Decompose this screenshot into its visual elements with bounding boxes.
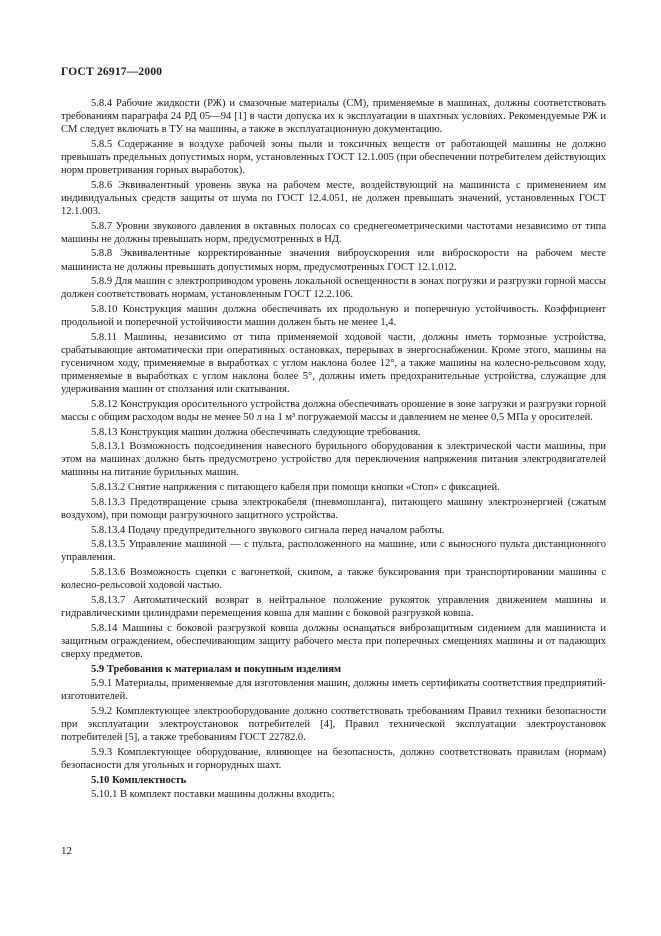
paragraph: 5.8.9 Для машин с электроприводом уровень локальной освещенности в зонах погрузки и разгрузки горной массы должен соответствовать нормам, установленным ГОСТ 12.2.106.	[61, 276, 606, 301]
paragraph: 5.8.4 Рабочие жидкости (РЖ) и смазочные материалы (СМ), применяемые в машинах, должны соответствовать требованиям параграфа 24 РД 05—94 [1] в части допуска их к эксплуатации в шахтных условиях. Рекомендуемые РЖ и СМ следует включать в ТУ на машины, а также в эксплуатационную документацию.	[61, 98, 606, 136]
paragraph: 5.8.10 Конструкция машин должна обеспечивать их продольную и поперечную устойчивость. Коэффициент продольной и поперечной устойчивости машин должен быть не менее 1,4.	[61, 303, 606, 329]
section-heading: 5.10 Комплектность	[91, 774, 187, 786]
paragraph: 5.8.7 Уровни звукового давления в октавных полосах со среднегеометрическими частотами независимо от типа машины не должны превышать норм, предусмотренных в НД.	[61, 220, 606, 245]
paragraph: 5.8.13.3 Предотвращение срыва электрокабеля (пневмошланга), питающего машину электроэнергией (сжатым воздухом), при помощи разгрузочного защитного устройства.	[61, 496, 606, 521]
paragraph: 5.8.13.4 Подачу предупредительного звукового сигнала перед началом работы.	[91, 524, 445, 536]
paragraph: 5.8.13.2 Снятие напряжения с питающего кабеля при помощи кнопки «Стоп» с фиксацией.	[91, 482, 500, 494]
paragraph: 5.9.3 Комплектующее оборудование, влияющее на безопасность, должно соответствовать правилам (нормам) безопасности для угольных и горнорудных шахт.	[61, 746, 606, 771]
paragraph: 5.8.12 Конструкция оросительного устройства должна обеспечивать орошение в зоне загрузки и разгрузки горной массы с общим расходом воды не менее 50 л на 1 м³ погружаемой массы и давлением не менее 0,5 МПа у оросителей.	[61, 398, 606, 423]
paragraph: 5.8.13 Конструкция машин должна обеспечивать следующие требования.	[91, 426, 421, 438]
paragraph: 5.8.13.6 Возможность сцепки с вагонеткой, скипом, а также буксирования при транспортировании машины с колесно-рельсовой ходовой частью.	[61, 567, 606, 592]
paragraph: 5.10.1 В комплект поставки машины должны входить:	[91, 789, 335, 801]
document-header: ГОСТ 26917—2000	[61, 66, 163, 78]
paragraph: 5.9.2 Комплектующее электрооборудование должно соответствовать требованиям Правил техники безопасности при эксплуатации электроустановок потребителей [4], Правил технической эксплуатации электроустановок потребителей [5], а также требованиям ГОСТ 22782.0.	[61, 706, 606, 744]
document-body	[61, 97, 606, 803]
paragraph: 5.8.8 Эквивалентные корректированные значения виброускорения или виброскорости на рабочем месте машиниста не должны превышать допустимых норм, предусмотренных ГОСТ 12.1.012.	[61, 248, 606, 273]
paragraph: 5.9.1 Материалы, применяемые для изготовления машин, должны иметь сертификаты соответствия предприятий-изготовителей.	[61, 678, 606, 703]
paragraph: 5.8.14 Машины с боковой разгрузкой ковша должны оснащаться виброзащитным сидением для машиниста и защитным ограждением, обеспечивающим защиту рабочего места при поперечных смещениях машины и от падающих сверху предметов.	[61, 622, 606, 660]
paragraph: 5.8.13.7 Автоматический возврат в нейтральное положение рукояток управления движением машины и гидравлическими цилиндрами перемещения ковша для машин с боковой разгрузкой ковша.	[61, 594, 606, 619]
page-number: 12	[61, 845, 72, 857]
paragraph: 5.8.6 Эквивалентный уровень звука на рабочем месте, воздействующий на машиниста с применением им индивидуальных средств защиты от шума по ГОСТ 12.4.051, не должен превышать значений, установленных ГОСТ 12.1.003.	[61, 179, 606, 217]
paragraph: 5.8.13.1 Возможность подсоединения навесного бурильного оборудования к электрической части машины, при этом на машинах должно быть предусмотрено устройство для переключения напряжения питания электродвигателей машины на питание бурильных машин.	[61, 441, 606, 479]
section-heading: 5.9 Требования к материалам и покупным изделиям	[91, 663, 342, 675]
paragraph: 5.8.11 Машины, независимо от типа применяемой ходовой части, должны иметь тормозные устройства, срабатывающие автоматически при оперативных остановках, перерывах в энергоснабжении. Кроме этого, машины на гусеничном ходу, применяемые в выработках с углом наклона более 12°, а также машины на колесно-рельсовом ходу, применяемые в выработках с углом наклона более 5°, должны иметь предохранительные устройства, служащие для удерживания машин от сползания или скатывания.	[61, 331, 606, 396]
paragraph: 5.8.5 Содержание в воздухе рабочей зоны пыли и токсичных веществ от работающей машины не должно превышать предельных допустимых норм, установленных ГОСТ 12.1.005 (при обеспечении потребителем действующих норм проветривания горных выработок).	[61, 138, 606, 177]
paragraph: 5.8.13.5 Управление машиной — с пульта, расположенного на машине, или с выносного пульта дистанционного управления.	[61, 539, 606, 564]
